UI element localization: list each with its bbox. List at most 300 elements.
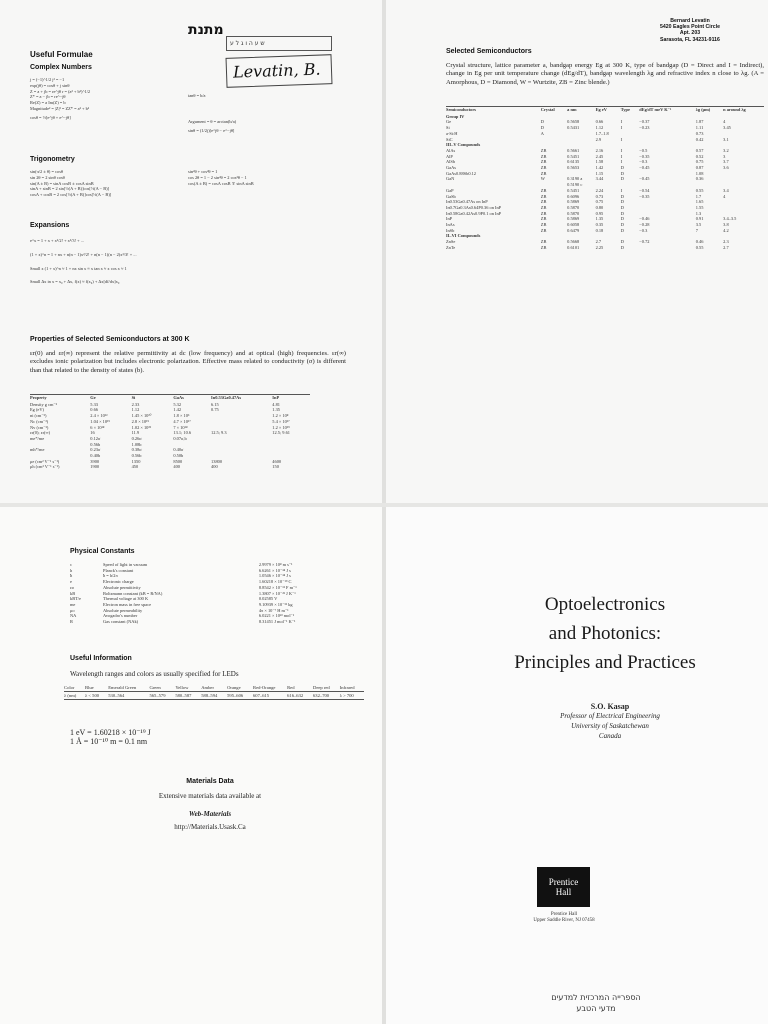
column-header: InP	[272, 395, 280, 400]
table-cell: 4.2	[723, 227, 729, 233]
table-cell: In0.58Ga0.42As0.9P0.1 on InP	[446, 210, 502, 216]
table-cell: 1.35	[272, 407, 280, 413]
hebrew-gift-stamp: מתנת	[188, 22, 224, 38]
table-cell: me*/me	[30, 435, 45, 441]
table-cell: ZB	[540, 153, 547, 159]
formula-line: exp(jθ) = cosθ + j sinθ	[30, 82, 70, 88]
table-cell: 6.15	[211, 401, 219, 407]
table-cell: 1.04 × 10¹⁹	[90, 418, 110, 424]
table-cell: 2.8 × 10¹⁹	[131, 418, 150, 424]
table-cell: 0.5653	[567, 165, 580, 171]
table-cell: −0.28	[639, 222, 650, 228]
table-cell: 8.31451 J mol⁻¹ K⁻¹	[258, 619, 296, 625]
table-cell: 0.46	[695, 239, 704, 245]
table-cell: −0.45	[639, 176, 650, 182]
table-cell: 0.66	[90, 407, 98, 413]
properties-table-container	[30, 394, 330, 470]
table-cell: 0.75	[595, 199, 604, 205]
led-wavelength-cell: 607–615	[253, 693, 270, 698]
table-cell: In0.7Ga0.3As0.64P0.36 on InP	[446, 204, 502, 210]
complex-tan: tanθ = b/a	[188, 93, 206, 98]
stamp-line: מדעי הטבע	[576, 1004, 616, 1013]
table-cell: −0.35	[639, 193, 650, 199]
formula-line: (1 + x)^n = 1 + nx + n(n − 1)x²/2! + n(n − 1)(n − 2)x³/3! + ...	[30, 251, 137, 257]
formula-line: Magnitude² = |Z|² = ZZ* = a² + b²	[30, 105, 90, 111]
constants-table-body	[70, 562, 360, 625]
table-cell: AlP	[446, 153, 453, 159]
stamp-line: הספרייה המרכזית למדעים	[551, 993, 641, 1002]
table-cell: 0.36	[695, 176, 704, 182]
table-cell: Speed of light in vacuum	[103, 562, 148, 567]
table-cell: D	[620, 210, 624, 216]
table-cell: Nc (cm⁻³)	[30, 418, 49, 424]
table-cell: 0.5869	[567, 216, 580, 222]
useful-information-heading: Useful Information	[70, 655, 132, 662]
table-cell: 0.18	[595, 227, 604, 233]
trigonometry-heading: Trigonometry	[30, 156, 75, 163]
table-cell: 0.5190 c	[567, 182, 583, 188]
table-cell: D	[620, 216, 624, 222]
table-cell: 5.32	[173, 401, 182, 407]
table-cell: 0.40b	[90, 453, 101, 459]
column-header: Eg eV	[595, 107, 607, 112]
led-wavelength-cell: λ < 500	[85, 693, 100, 698]
table-cell: 0.66	[595, 119, 604, 125]
table-cell: 1.2 × 10⁸	[272, 413, 289, 419]
table-cell: ZB	[540, 159, 547, 165]
table-cell: 2.4 × 10¹³	[90, 413, 108, 419]
table-cell: −0.37	[639, 119, 650, 125]
address-line: Sarasota, FL 34231-9116	[660, 36, 720, 43]
table-cell: −0.5	[639, 147, 648, 153]
table-cell: D	[620, 222, 624, 228]
publisher-name: Prentice Hall	[550, 912, 578, 917]
table-cell: 0.23σ	[90, 447, 101, 453]
web-materials-label: Web-Materials	[188, 810, 232, 818]
table-cell: 0.40σ	[173, 447, 184, 453]
table-cell: 0.5668	[567, 239, 580, 245]
led-color-cell: Emerald Green	[108, 685, 137, 690]
table-cell: InP	[446, 216, 453, 222]
complex-formulas	[30, 77, 210, 121]
table-cell: 0.6135	[567, 159, 580, 165]
table-cell: Group IV	[446, 113, 465, 119]
table-cell: D	[620, 170, 624, 176]
table-cell: 5.33	[90, 401, 98, 407]
table-cell: D	[540, 125, 544, 131]
led-table-container	[64, 684, 364, 700]
expansions-heading: Expansions	[30, 222, 70, 229]
formula-line: Small Δx in x = x₀ + Δx, f(x) ≈ f(x₀) + Δx[df/dx]x₀	[30, 279, 120, 285]
table-cell: 6.6261 × 10⁻³⁴ J s	[258, 567, 291, 573]
column-header: a nm	[567, 107, 577, 112]
table-cell: D	[540, 119, 544, 125]
table-cell: 0.75	[695, 159, 704, 165]
led-color-cell: Yellow	[175, 685, 189, 690]
table-row	[446, 245, 764, 251]
title-line: Optoelectronics	[544, 594, 666, 615]
hebrew-library-stamp	[516, 992, 676, 1014]
table-cell: Planck's constant	[103, 567, 134, 573]
table-cell: 1.3	[695, 210, 702, 216]
prentice-hall-logo	[537, 867, 590, 907]
table-cell: D	[620, 165, 624, 171]
formula-line: cos(A ± B) = cosA cosB ∓ sinA sinB	[188, 180, 254, 186]
table-cell: 11.9	[131, 430, 140, 436]
table-cell: 0.5658	[567, 119, 580, 125]
table-cell: 2.3	[723, 239, 729, 245]
table-cell: D	[620, 227, 624, 233]
table-cell: Absolute permeability	[103, 607, 143, 613]
table-cell: I	[620, 136, 623, 142]
table-cell: 0.02585 V	[258, 596, 278, 602]
publisher-info	[500, 912, 628, 924]
table-cell: I	[620, 119, 623, 125]
led-wavelength-cell: 588–594	[201, 693, 218, 698]
table-cell: 1.55	[695, 204, 704, 210]
table-cell: −0.3	[639, 227, 648, 233]
table-cell: 2.9979 × 10⁸ m s⁻¹	[258, 562, 293, 567]
table-cell: 6 × 10¹⁸	[90, 424, 105, 430]
led-color-cell: Blue	[85, 685, 94, 690]
table-cell: mh*/me	[30, 447, 45, 453]
formula-line: e^x = 1 + x + x²/2! + x³/3! + ...	[30, 238, 85, 243]
table-cell: 5.4 × 10¹⁷	[272, 418, 290, 424]
table-cell: 7	[695, 227, 698, 233]
table-cell: GaN	[446, 176, 455, 182]
table-cell: ZnSe	[446, 239, 456, 245]
table-cell: 9.10939 × 10⁻³¹ kg	[258, 601, 293, 607]
table-cell: 1.0546 × 10⁻³⁴ J s	[258, 573, 291, 579]
table-cell: 0.6096	[567, 193, 580, 199]
useful-formulae-heading: Useful Formulae	[30, 50, 93, 59]
table-cell: Boltzmann constant (kB = R/NA)	[103, 590, 163, 596]
column-header: Ge	[90, 395, 96, 400]
table-cell: μh (cm² V⁻¹ s⁻¹)	[30, 464, 60, 470]
table-cell: 1.60218 × 10⁻¹⁹ C	[258, 579, 292, 585]
table-cell: 0.73	[695, 130, 704, 136]
materials-url[interactable]: http://Materials.Usask.Ca	[174, 823, 246, 831]
page-bottom-right	[384, 505, 768, 1024]
table-cell: −0.54	[639, 187, 650, 193]
table-cell: AlSb	[446, 159, 456, 165]
table-cell: 0.07σ,b	[173, 435, 187, 441]
table-cell: ZB	[540, 222, 547, 228]
table-cell: 1.87	[695, 119, 704, 125]
table-cell: In0.53Ga0.47As on InP	[446, 199, 488, 205]
led-color-cell: Infrared	[339, 685, 355, 690]
table-cell: ZB	[540, 239, 547, 245]
table-cell: D	[620, 204, 624, 210]
led-wavelength-cell: 632–700	[313, 693, 330, 698]
table-cell: 7 × 10¹⁸	[173, 424, 188, 430]
table-cell: 0.95	[595, 210, 604, 216]
formula-line: sin²θ + cos²θ = 1	[188, 169, 218, 174]
table-cell: h	[70, 567, 73, 573]
table-cell: 1.11	[695, 125, 704, 131]
table-cell: 4π × 10⁻⁷ H m⁻¹	[258, 607, 289, 613]
led-color-cell: Green	[149, 685, 161, 690]
table-cell: 1.12	[131, 407, 140, 413]
table-cell: me	[70, 601, 76, 607]
formula-line: sin(A ± B) = sinA cosB ± cosA sinB	[30, 180, 94, 186]
table-cell: 1.12	[595, 125, 604, 131]
table-cell: −0.23	[639, 125, 650, 131]
physical-constants-heading: Physical Constants	[70, 548, 135, 555]
led-color-row	[64, 684, 364, 692]
table-header-row	[446, 107, 764, 114]
constants-table	[70, 562, 360, 625]
table-cell: μe (cm² V⁻¹ s⁻¹)	[30, 458, 60, 464]
formula-line: sin(π/2 ± θ) = cosθ	[30, 169, 64, 174]
table-cell: 1.58	[595, 159, 604, 165]
table-cell: GaP	[446, 187, 454, 193]
table-cell: AlAs	[446, 147, 456, 153]
title-line: and Photonics:	[548, 623, 662, 644]
table-cell: 3.4	[723, 187, 729, 193]
author-university: University of Saskatchewan	[571, 722, 649, 730]
address-line: Bernard Levatin	[670, 18, 710, 24]
table-cell: εr(0); εr(∞)	[30, 430, 51, 436]
table-cell: 3900	[90, 458, 100, 464]
address-line: Apt. 203	[679, 30, 701, 37]
column-header: λg (μm)	[695, 107, 711, 112]
table-cell: 1.15	[595, 170, 604, 176]
table-cell: R	[70, 619, 73, 625]
table-cell: 3.8	[723, 222, 729, 228]
led-color-cell: Deep red	[313, 685, 330, 690]
publisher-city: Upper Saddle River, NJ 07458	[533, 918, 595, 923]
table-cell: 0.5870	[567, 204, 580, 210]
table-cell: InSb	[446, 227, 455, 233]
table-cell: 2.16	[595, 147, 604, 153]
properties-heading: Properties of Selected Semiconductors at 300 K	[30, 336, 190, 343]
properties-table	[30, 394, 310, 470]
table-cell: 0.91	[695, 216, 704, 222]
logo-line: Hall	[555, 887, 572, 897]
table-header-row	[30, 395, 310, 402]
table-cell: Nv (cm⁻³)	[30, 424, 49, 430]
table-cell: ZB	[540, 199, 547, 205]
table-cell: 1.2 × 10¹⁹	[272, 424, 290, 430]
table-cell: D	[620, 193, 624, 199]
expansion-formulas	[30, 238, 330, 285]
table-cell: ZB	[540, 204, 547, 210]
materials-data-description: Extensive materials data available at	[158, 792, 262, 800]
table-cell: 3.45	[723, 125, 731, 131]
table-cell: 0.5451	[567, 153, 580, 159]
table-cell: 400	[211, 464, 218, 470]
table-cell: 450	[131, 464, 139, 470]
materials-data-heading: Materials Data	[186, 778, 234, 785]
table-cell: ZB	[540, 147, 547, 153]
table-cell: 16	[90, 430, 95, 436]
table-cell: 0.56b	[90, 441, 101, 447]
complex-argument: Argument = θ = arctan(b/a)	[188, 119, 237, 124]
led-wavelength-cell: λ (nm)	[64, 693, 77, 698]
table-cell: 2.33	[131, 401, 140, 407]
table-cell: D	[620, 244, 624, 250]
table-cell: I	[620, 153, 623, 159]
formula-line: Z = a + jb = re^jθ r = (a² + b²)^1/2	[30, 88, 91, 94]
formula-line: cosθ = ½[e^jθ + e^−jθ]	[30, 114, 71, 120]
complex-numbers-heading: Complex Numbers	[30, 64, 92, 71]
table-cell: 2.9	[595, 136, 602, 142]
semiconductor-table-container	[446, 106, 764, 251]
table-cell: 3.44	[595, 176, 604, 182]
table-cell: 3	[723, 153, 726, 159]
table-cell: 13800	[211, 458, 223, 464]
table-cell: Avogadro's number	[103, 613, 138, 619]
selected-semiconductors-heading: Selected Semiconductors	[446, 48, 532, 55]
formula-line: cosA + cosB = 2 cos[½(A + B)]cos[½(A − B)]	[30, 192, 112, 198]
table-cell: 1.3807 × 10⁻²³ J K⁻¹	[258, 590, 296, 596]
table-cell: 150	[272, 464, 279, 470]
table-cell: −0.35	[639, 153, 650, 159]
table-cell: 12.5; 9.3	[211, 430, 227, 436]
table-cell: D	[620, 199, 624, 205]
table-cell: 13.1; 10.6	[173, 430, 192, 436]
formula-line: cos 2θ = 1 − 2 sin²θ = 2 cos²θ − 1	[188, 174, 247, 180]
led-color-cell: Red	[287, 685, 295, 690]
table-cell: GaAs0.88Sb0.12	[446, 170, 477, 176]
led-wavelength-cell: 595–606	[227, 693, 244, 698]
table-cell: W	[540, 176, 545, 182]
table-cell: ZB	[540, 227, 547, 233]
table-cell: 8.8542 × 10⁻¹² F m⁻¹	[258, 584, 297, 590]
table-cell: 1900	[90, 464, 100, 470]
table-cell: 1.08	[695, 170, 704, 176]
vertical-gutter	[382, 0, 386, 1024]
table-cell: 1.42	[595, 165, 604, 171]
column-header: dEg/dT meV K⁻¹	[639, 107, 672, 112]
table-cell: 0.75	[211, 407, 219, 413]
table-cell: 2.45	[595, 153, 604, 159]
table-cell: ħ	[70, 573, 73, 579]
author-name: S.O. Kasap	[590, 702, 630, 711]
author-block	[520, 702, 700, 741]
table-cell: 4600	[272, 458, 282, 464]
table-cell: −0.45	[639, 165, 650, 171]
semiconductor-table	[446, 106, 764, 251]
table-cell: 0.6058	[567, 222, 580, 228]
table-cell: 0.35	[595, 222, 604, 228]
conversion-ev: 1 eV = 1.60218 × 10⁻¹⁹ J	[70, 728, 151, 737]
table-cell: 0.87	[695, 165, 704, 171]
table-cell: III–V Compounds	[446, 142, 481, 148]
table-cell: 0.56b	[131, 453, 142, 459]
table-cell: c	[70, 562, 72, 567]
table-cell: 6.0221 × 10²³ mol⁻¹	[258, 613, 295, 619]
led-color-cell: Orange	[227, 685, 241, 690]
table-cell: 0.5870	[567, 210, 580, 216]
formula-line: Small x (1 + x)^n ≈ 1 + nx sin x ≈ x tan x ≈ x cos x ≈ 1	[30, 265, 127, 271]
table-cell: D	[620, 176, 624, 182]
led-table	[64, 684, 364, 699]
table-cell: e	[70, 579, 72, 585]
table-cell: 0.38σ	[131, 447, 142, 453]
table-cell: 0.73	[595, 193, 604, 199]
table-cell: 0.80	[595, 204, 604, 210]
table-cell: −0.46	[639, 216, 650, 222]
table-cell: 0.5431	[567, 125, 580, 131]
table-cell: A	[540, 130, 544, 136]
trig-right-formulas	[188, 169, 358, 186]
table-cell: Thermal voltage at 300 K	[103, 596, 149, 602]
table-cell: ZB	[540, 216, 547, 222]
table-cell: 0.3190 a	[567, 176, 583, 182]
table-cell: μo	[70, 607, 75, 613]
led-color-cell: Amber	[201, 685, 214, 690]
table-cell: 2.24	[595, 187, 604, 193]
table-cell: GaSb	[446, 193, 456, 199]
table-cell: εo	[70, 584, 75, 590]
table-cell: 1.42	[173, 407, 182, 413]
table-cell: 3.4–3.5	[723, 216, 737, 222]
table-cell: NA	[70, 613, 77, 619]
table-cell: 1.02 × 10¹⁹	[131, 424, 152, 430]
table-cell: 3.7	[723, 159, 729, 165]
table-cell: 0.26σ	[131, 435, 142, 441]
horizontal-gutter	[0, 503, 768, 507]
complex-sin: sinθ = (1/2j)[e^jθ − e^−jθ]	[188, 128, 235, 133]
title-line: Principles and Practices	[514, 652, 696, 673]
table-cell: I	[620, 187, 623, 193]
column-header: n around λg	[723, 107, 746, 112]
led-color-cell: Red-Orange	[253, 685, 276, 690]
table-cell: 1.08b	[131, 441, 142, 447]
table-cell: Si	[446, 125, 450, 131]
table-cell: 3.5	[695, 222, 702, 228]
conversion-angstrom: 1 Å = 10⁻¹⁰ m = 0.1 nm	[70, 737, 148, 746]
table-cell: 4	[723, 119, 726, 125]
table-cell: ZB	[540, 210, 547, 216]
led-color-cell: Color	[64, 685, 75, 690]
properties-table-body	[30, 402, 310, 470]
table-cell: Absolute permittivity	[103, 584, 141, 590]
table-cell: II–VI Compounds	[446, 233, 481, 239]
table-cell: Gas constant (NAk)	[103, 619, 139, 625]
column-header: Si	[131, 395, 136, 400]
table-cell: 4.7 × 10¹⁷	[173, 418, 191, 424]
led-wavelength-cell: 565–579	[149, 693, 166, 698]
table-cell: 4	[723, 193, 726, 199]
table-cell: 0.5869	[567, 199, 580, 205]
table-cell: 0.55	[695, 244, 704, 250]
table-cell: a-Si:H	[446, 130, 458, 136]
table-cell: 0.55	[695, 187, 704, 193]
table-cell: Electron mass in free space	[103, 601, 152, 607]
table-cell: 0.6479	[567, 227, 580, 233]
table-cell: InAs	[446, 222, 455, 228]
table-cell: 12.5; 9.61	[272, 430, 290, 436]
column-header: In0.53Ga0.47As	[211, 395, 242, 400]
table-cell	[639, 245, 695, 251]
table-cell: 1.8 × 10⁶	[173, 413, 190, 419]
table-cell: I	[620, 159, 623, 165]
table-cell: 3.2	[723, 147, 729, 153]
table-cell: 0.5661	[567, 147, 580, 153]
table-cell: SiC	[446, 136, 453, 142]
table-cell: 1.45 × 10¹⁰	[131, 413, 152, 419]
table-cell: I	[620, 125, 623, 131]
author-title: Professor of Electrical Engineering	[560, 712, 660, 720]
table-cell: ni (cm⁻³)	[30, 413, 47, 419]
logo-line: Prentice	[548, 877, 579, 887]
table-cell: kB	[70, 590, 76, 596]
table-cell: I	[620, 147, 623, 153]
formula-line: sin 2θ = 2 sinθ cosθ	[30, 174, 65, 180]
